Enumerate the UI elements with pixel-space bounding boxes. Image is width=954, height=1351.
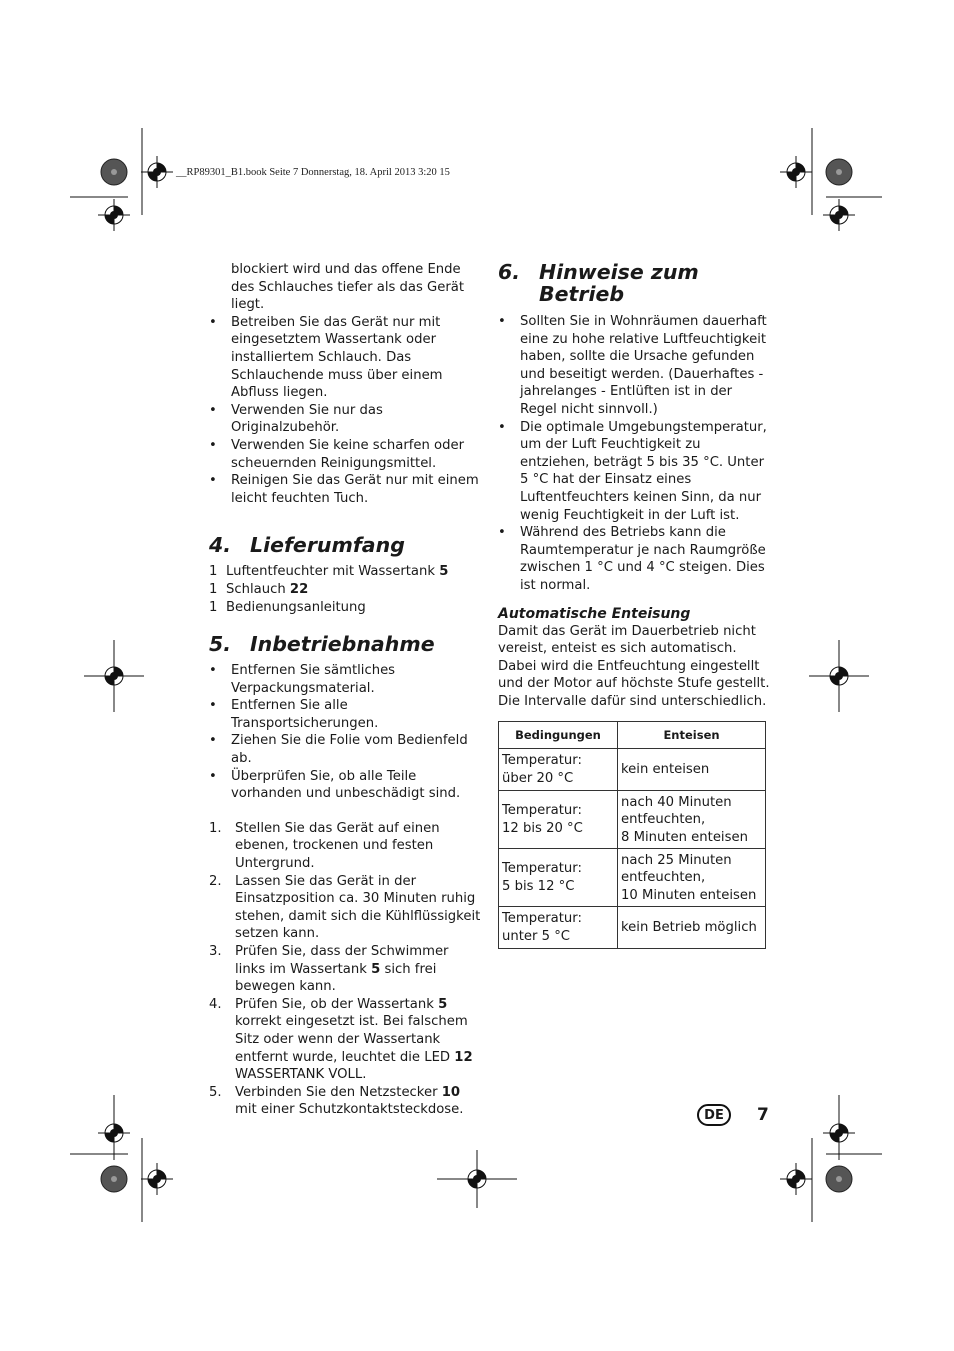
step-text: Prüfen Sie, ob der Wassertank — [235, 996, 439, 1012]
list-item: • Entfernen Sie alle Transportsicherungen. — [209, 697, 481, 732]
quantity: 1 — [209, 581, 218, 597]
list-item: • Überprüfen Sie, ob alle Teile vorhanden und unbeschädigt sind. — [209, 768, 481, 803]
condition-cell: Temperatur: 12 bis 20 °C — [499, 791, 618, 849]
item-text: Schlauch — [226, 581, 286, 597]
list-item — [209, 599, 481, 617]
condition-cell: Temperatur: unter 5 °C — [499, 907, 618, 949]
step-ref: 5 — [438, 996, 448, 1012]
table-row — [499, 791, 766, 849]
list-item: • Ziehen Sie die Folie vom Bedienfeld ab. — [209, 732, 481, 767]
step-text: Prüfen Sie, dass der Schwimmer links im Wassertank — [235, 944, 449, 977]
item-ref: 5 — [439, 564, 449, 580]
step-ref: 10 — [441, 1084, 461, 1100]
step-number: 3. — [209, 944, 222, 959]
step-number: 1. — [209, 820, 222, 836]
list-item — [209, 873, 481, 943]
condition-cell: Temperatur: über 20 °C — [499, 749, 618, 791]
defrost-cell: kein enteisen — [618, 749, 766, 791]
list-item: • Entfernen Sie sämtliches Verpackungsmaterial. — [209, 662, 481, 697]
section-heading-hinweise — [498, 261, 770, 305]
subheading-enteisung: Automatische Enteisung — [498, 605, 691, 622]
list-item: • Betreiben Sie das Gerät nur mit eingesetztem Wassertank oder installiertem Schlauch. Das Schlauchende muss über einem Abfluss liegen. — [209, 314, 481, 402]
page-number: 7 — [757, 1105, 769, 1125]
section-number: 4. — [209, 533, 232, 558]
list-item: • Reinigen Sie das Gerät nur mit einem leicht feuchten Tuch. — [209, 472, 481, 507]
section-number: 6. — [498, 260, 521, 284]
section-number: 5. — [209, 632, 232, 657]
list-item: • Sollten Sie in Wohnräumen dauerhaft eine zu hohe relative Luftfeuchtigkeit haben, sollte die Ursache gefunden und beseitigt werden. (Dauerhaftes - jahrelanges - Entlüften ist in der Regel nicht sinnvoll.) — [498, 313, 770, 419]
condition-cell: Temperatur: 5 bis 12 °C — [499, 849, 618, 907]
defrost-cell: nach 25 Minuten entfeuchten, 10 Minuten enteisen — [618, 849, 766, 907]
table-header-row — [499, 722, 766, 749]
step-text: Stellen Sie das Gerät auf einen ebenen, trockenen und festen Untergrund. — [235, 820, 440, 872]
list-item: • Die optimale Umgebungstemperatur, um der Luft Feuchtigkeit zu entziehen, beträgt 5 bis 35 °C. Unter 5 °C hat der Einsatz eines Luftentfeuchters keinen Sinn, da nur wenig Feuchtigkeit in der Luft ist. — [498, 419, 770, 525]
section-title: Lieferumfang — [250, 533, 405, 558]
table-row — [499, 749, 766, 791]
operation-bullets — [498, 313, 770, 595]
item-text: Bedienungsanleitung — [226, 599, 366, 615]
list-item — [209, 820, 481, 873]
step-text: WASSERTANK VOLL. — [235, 1067, 367, 1083]
step-text: mit einer Schutzkontaktsteckdose. — [235, 1102, 464, 1118]
step-text: Lassen Sie das Gerät in der Einsatzposition ca. 30 Minuten ruhig stehen, damit sich die Kühlflüssigkeit setzen kann. — [235, 873, 481, 942]
right-column — [498, 261, 770, 949]
section-title: Inbetriebnahme — [250, 632, 435, 657]
step-number: 4. — [209, 996, 222, 1012]
section-heading-inbetriebnahme — [209, 633, 481, 655]
safety-bullets — [209, 314, 481, 508]
item-ref: 22 — [289, 581, 309, 597]
list-item — [209, 563, 481, 581]
defrost-cell: nach 40 Minuten entfeuchten, 8 Minuten enteisen — [618, 791, 766, 849]
defrost-cell: kein Betrieb möglich — [618, 907, 766, 949]
paragraph: Die Intervalle dafür sind unterschiedlich. — [498, 693, 767, 709]
list-item — [209, 943, 481, 996]
list-item: • Verwenden Sie nur das Originalzubehör. — [209, 402, 481, 437]
list-item — [209, 581, 481, 599]
step-text: sich frei bewegen kann. — [235, 961, 437, 995]
page-footer — [697, 1104, 769, 1126]
paragraph: Damit das Gerät im Dauerbetrieb nicht vereist, enteist es sich automatisch. Dabei wird die Entfeuchtung eingestellt und der Motor auf höchste Stufe gestellt. — [498, 623, 770, 692]
column-header: Enteisen — [618, 722, 766, 749]
list-item — [209, 1084, 481, 1119]
table-row — [499, 849, 766, 907]
section-title: Hinweise zum Betrieb — [539, 260, 699, 306]
step-ref: 5 — [371, 961, 381, 977]
section-heading-lieferumfang — [209, 534, 481, 556]
step-text: korrekt eingesetzt ist. Bei falschem Sitz oder wenn der Wassertank entfernt wurde, leuchtet die LED — [235, 1014, 468, 1065]
defrost-table — [498, 721, 766, 949]
intro-continuation: blockiert wird und das offene Ende des Schlauches tiefer als das Gerät liegt. — [231, 262, 465, 313]
quantity: 1 — [209, 599, 218, 615]
list-item: • Verwenden Sie keine scharfen oder scheuernden Reinigungsmittel. — [209, 437, 481, 472]
setup-steps — [209, 820, 481, 1119]
left-column — [209, 261, 481, 1119]
item-text: Luftentfeuchter mit Wassertank — [226, 564, 435, 580]
list-item — [209, 996, 481, 1084]
table-row — [499, 907, 766, 949]
quantity: 1 — [209, 564, 218, 580]
list-item: • Während des Betriebs kann die Raumtemperatur je nach Raumgröße zwischen 1 °C und 4 °C steigen. Dies ist normal. — [498, 524, 770, 594]
step-number: 5. — [209, 1084, 222, 1100]
column-header: Bedingungen — [499, 722, 618, 749]
step-ref: 12 — [454, 1049, 473, 1065]
print-file-info: __RP89301_B1.book Seite 7 Donnerstag, 18. April 2013 3:20 15 — [176, 167, 450, 178]
step-number: 2. — [209, 873, 222, 889]
step-text: Verbinden Sie den Netzstecker — [235, 1084, 442, 1100]
supply-list — [209, 563, 481, 616]
language-badge: DE — [697, 1104, 731, 1126]
setup-bullets — [209, 662, 481, 803]
